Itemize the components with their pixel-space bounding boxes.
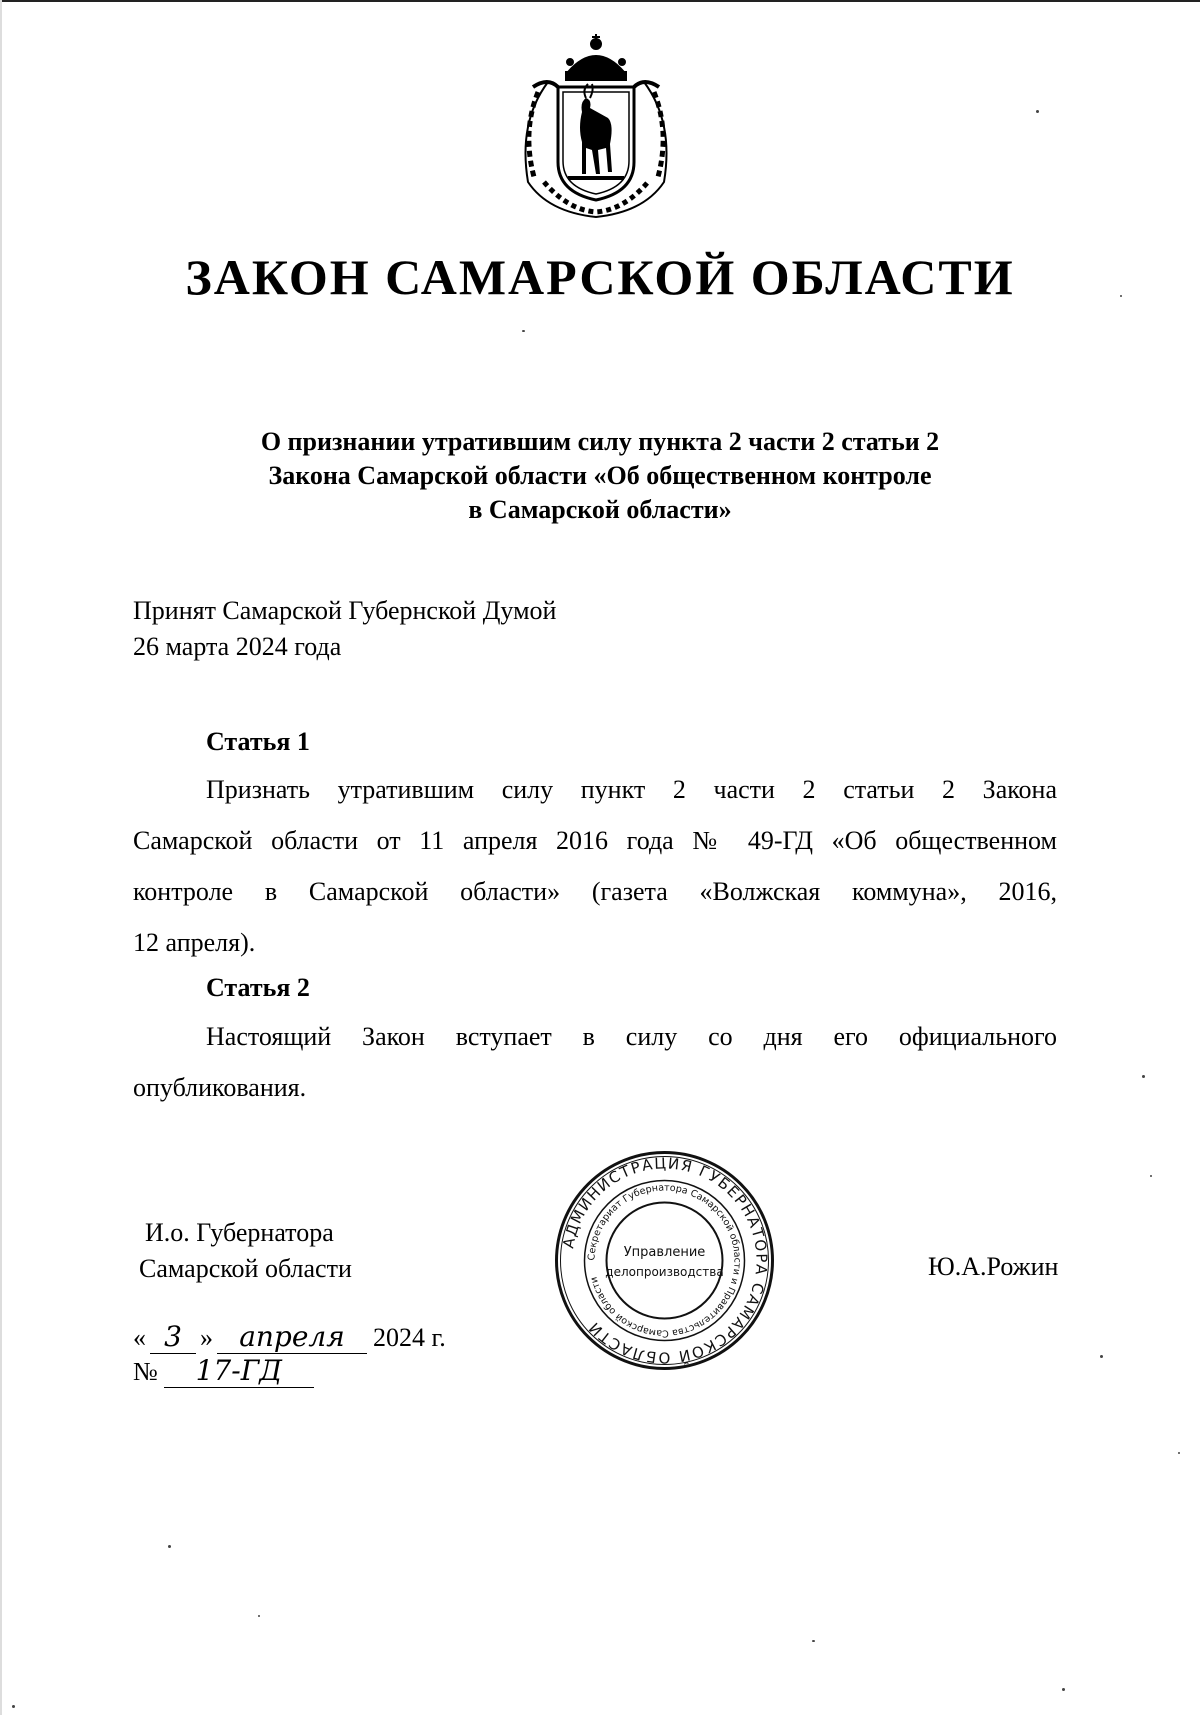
seal-center-line: Управление <box>623 1245 706 1260</box>
article-line: Настоящий Закон вступает в силу со дня его официального <box>206 1022 1057 1051</box>
scan-speck <box>1120 295 1122 297</box>
scan-speck <box>1178 1452 1180 1454</box>
law-subject <box>180 425 1020 527</box>
svg-text:Секретариат Губернатора Самарс <box>586 1182 742 1338</box>
seal-inner-text: Секретариат Губернатора Самарской области и Правительства Самарской области <box>586 1182 743 1339</box>
seal-center-line: делопроизводства <box>605 1265 724 1279</box>
article-line: опубликования. <box>133 1073 307 1102</box>
subject-line: в Самарской области» <box>468 495 732 524</box>
adoption-body: Принят Самарской Губернской Думой <box>133 596 557 625</box>
registration-date <box>133 1320 446 1354</box>
scan-speck <box>168 1545 171 1548</box>
adoption-date: 26 марта 2024 года <box>133 632 342 661</box>
article-2-heading: Статья 2 <box>206 973 310 1002</box>
samara-coat-of-arms-icon <box>508 32 684 222</box>
scan-speck <box>1062 1688 1065 1691</box>
scan-speck <box>258 1615 260 1617</box>
scan-speck <box>1150 1175 1152 1177</box>
scan-speck <box>1100 1355 1103 1358</box>
date-close-quote: » <box>200 1323 213 1352</box>
article-line: Признать утратившим силу пункт 2 части 2 статьи 2 Закона <box>206 775 1057 804</box>
article-line: 12 апреля). <box>133 928 256 957</box>
seal-outer-text: АДМИНИСТРАЦИЯ ГУБЕРНАТОРА САМАРСКОЙ ОБЛАСТИ <box>559 1154 771 1367</box>
article-line: контроле в Самарской области» (газета «Волжская коммуна», 2016, <box>133 877 1057 906</box>
number-prefix: № <box>133 1357 158 1386</box>
signer-name: Ю.А.Рожин <box>928 1252 1059 1281</box>
scan-speck <box>812 1640 815 1642</box>
official-round-seal-icon <box>552 1148 777 1373</box>
article-line: Самарской области от 11 апреля 2016 года № 49-ГД «Об общественном <box>133 826 1057 855</box>
signer-position <box>139 1215 352 1287</box>
date-year: 2024 г. <box>373 1323 446 1352</box>
handwritten-month: апреля <box>217 1320 367 1354</box>
scan-edge-top <box>0 0 1200 2</box>
handwritten-day: 3 <box>150 1320 196 1354</box>
signer-position-line: И.о. Губернатора <box>145 1218 334 1247</box>
article-1-text <box>133 764 1057 968</box>
subject-line: Закона Самарской области «Об общественном контроле <box>268 461 932 490</box>
date-open-quote: « <box>133 1323 146 1352</box>
scan-speck <box>522 330 525 332</box>
registration-number <box>133 1354 314 1388</box>
signer-position-line: Самарской области <box>139 1254 352 1283</box>
adoption-note <box>133 593 556 665</box>
scan-speck <box>1142 1075 1145 1078</box>
article-2-text <box>133 1011 1057 1113</box>
article-1-heading: Статья 1 <box>206 727 310 756</box>
law-title: ЗАКОН САМАРСКОЙ ОБЛАСТИ <box>185 249 1015 305</box>
subject-line: О признании утратившим силу пункта 2 части 2 статьи 2 <box>260 427 940 456</box>
scan-speck <box>12 1705 15 1708</box>
handwritten-number: 17-ГД <box>164 1354 314 1388</box>
scan-speck <box>1036 110 1039 113</box>
